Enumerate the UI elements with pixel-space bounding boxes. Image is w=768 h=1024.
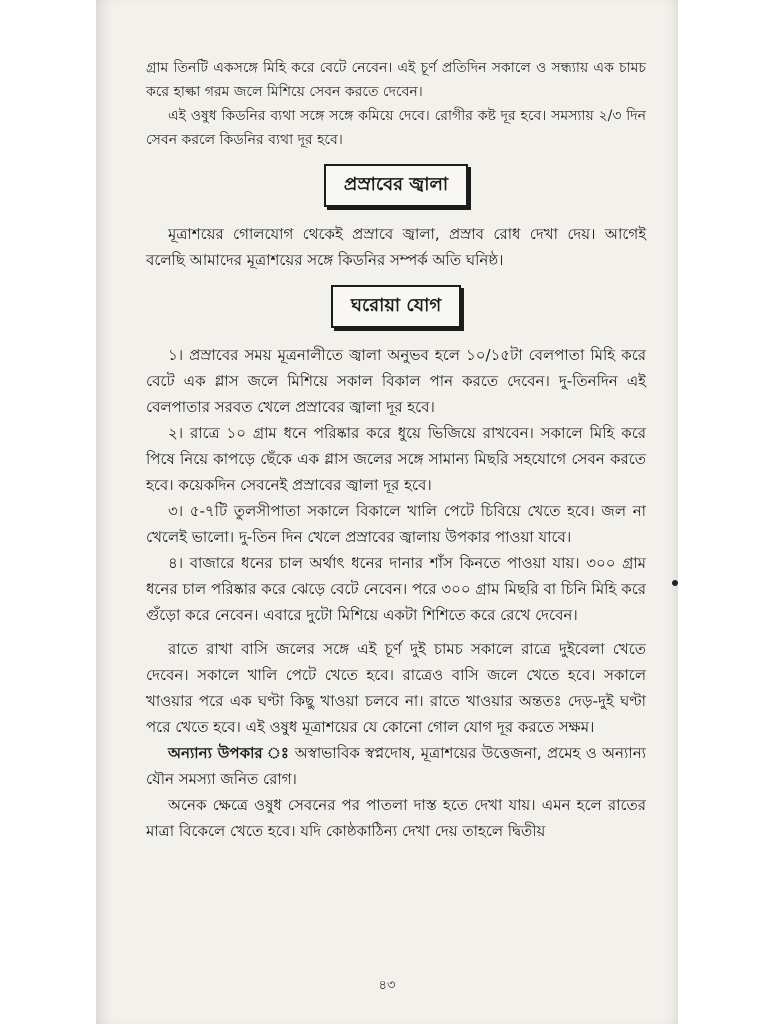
other-benefits-text: অস্বাভাবিক স্বপ্নদোষ, মূত্রাশয়ের উত্তেজনা, প্রমেহ ও অন্যান্য যৌন সমস্যা জনিত রোগ। [146,744,647,788]
intro-paragraph-1: গ্রাম তিনটি একসঙ্গে মিহি করে বেটে নেবেন। এই চূর্ণ প্রতিদিন সকালে ও সন্ধ্যায় এক চামচ করে হাল্কা গরম জলে মিশিয়ে সেবন করতে দেবেন। [146,60,646,100]
section-paragraph: মূত্রাশয়ের গোলযোগ থেকেই প্রস্রাবে জ্বালা, প্রস্রাব রোধ দেখা দেয়। আগেই বলেছি আমাদের মূত্রাশয়ের সঙ্গে কিডনির সম্পর্ক অতি ঘনিষ্ঠ। [146,225,646,269]
remedy-item-4: ৪। বাজারে ধনের চাল অর্থাৎ ধনের দানার শাঁস কিনতে পাওয়া যায়। ৩০০ গ্রাম ধনের চাল পরিষ্কার করে ঝেড়ে বেটে নেবেন। পরে ৩০০ গ্রাম মিছরি বা চিনি মিহি করে গুঁড়ো করে নেবেন। এবারে দুটো মিশিয়ে একটা শিশিতে করে রেখে দেবেন। [146,554,646,624]
ink-speck [672,580,678,586]
other-benefits-paragraph [146,740,646,792]
remedy-item-2: ২। রাত্রে ১০ গ্রাম ধনে পরিষ্কার করে ধুয়ে ভিজিয়ে রাখবেন। সকালে মিহি করে পিষে নিয়ে কাপড়ে ছেঁকে এক গ্লাস জলের সঙ্গে সামান্য মিছরি সহযোগে সেবন করতে হবে। কয়েকদিন সেবনেই প্রস্রাবের জ্বালা দূর হবে। [146,424,646,494]
remedy-item-1: ১। প্রস্রাবের সময় মূত্রনালীতে জ্বালা অনুভব হলে ১০/১৫টা বেলপাতা মিহি করে বেটে এক গ্লাস জলে মিশিয়ে সকাল বিকাল পান করতে দেবেন। দু-তিনদিন এই বেলপাতার সরবত খেলে প্রস্রাবের জ্বালা দূর হবে। [146,346,646,416]
spacer [146,628,646,636]
final-paragraph: অনেক ক্ষেত্রে ওষুধ সেবনের পর পাতলা দাস্ত হতে দেখা যায়। এমন হলে রাতের মাত্রা বিকেলে খেতে হবে। যদি কোষ্ঠকাঠিন্য দেখা দেয় তাহলে দ্বিতীয় [146,796,646,840]
section-heading-burning-urination: প্রস্রাবের জ্বালা [324,164,468,207]
other-benefits-label: অন্যান্য উপকার ঃ [168,744,290,762]
remedy-item-3: ৩। ৫-৭টি তুলসীপাতা সকালে বিকালে খালি পেটে চিবিয়ে খেতে হবে। জল না খেলেই ভালো। দু-তিন দিন খেলে প্রস্রাবের জ্বালায় উপকার পাওয়া যাবে। [146,502,646,546]
book-page [96,0,678,1024]
page-content [146,56,646,844]
usage-paragraph: রাতে রাখা বাসি জলের সঙ্গে এই চূর্ণ দুই চামচ সকালে রাত্রে দুইবেলা খেতে দেবেন। সকালে খালি পেটে খেতে হবে। রাত্রেও বাসি জলে খেতে হবে। সকালে খাওয়ার পরে এক ঘণ্টা কিছু খাওয়া চলবে না। রাতে খাওয়ার অন্ততঃ দেড়-দুই ঘণ্টা পরে খেতে হবে। এই ওষুধ মূত্রাশয়ের যে কোনো গোল যোগ দূর করতে সক্ষম। [146,640,646,736]
intro-paragraph-2: এই ওষুধ কিডনির ব্যথা সঙ্গে সঙ্গে কমিয়ে দেবে। রোগীর কষ্ট দূর হবে। সমস্যায় ২/৩ দিন সেবন করলে কিডনির ব্যথা দূর হবে। [146,108,646,148]
page-number: ৪৩ [378,978,396,993]
section-heading-home-remedies: ঘরোয়া যোগ [331,285,461,328]
